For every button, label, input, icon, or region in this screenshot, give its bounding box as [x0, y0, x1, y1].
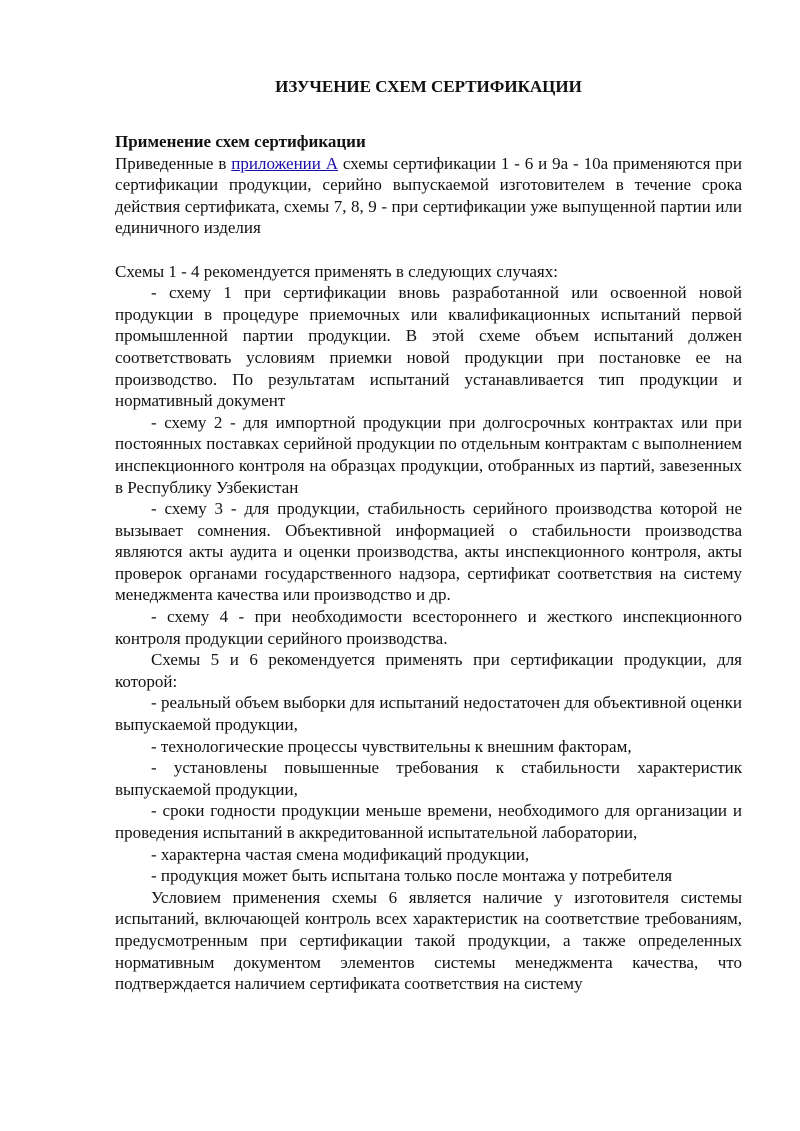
intro-text-end: схемы сертификации 1 - 6 и 9а - 10а применяются при сертификации продукции, серийно выпускаемой изготовителем в течение срока действия сертификата, схемы 7, 8, 9 - при сертификации уже выпущенной партии или единичного изделия — [115, 153, 742, 238]
paragraph-scheme-3: - схему 3 - для продукции, стабильность серийного производства которой не вызывает сомнения. Объективной информацией о стабильности производства являются акты аудита и оценки производства, акты инспекционного контроля, акты проверок органами государственного надзора, сертификат соответствия на систему менеджмента качества или производство и др. — [115, 499, 742, 605]
intro-text-start: Приведенные в — [115, 153, 232, 173]
paragraph-schemes-1-4: Схемы 1 - 4 рекомендуется применять в следующих случаях: — [115, 261, 558, 281]
list-item-stability-requirements: - установлены повышенные требования к стабильности характеристик выпускаемой продукции, — [115, 758, 742, 799]
paragraph-scheme-1: - схему 1 при сертификации вновь разработанной или освоенной новой продукции в процедуре приемочных или квалификационных испытаний первой промышленной партии продукции. В этой схеме объем испытаний должен соответствовать условиям приемки новой продукции при постановке ее на производство. По результатам испытаний устанавливается тип продукции и нормативный документ — [115, 283, 742, 411]
paragraph-scheme-6-condition: Условием применения схемы 6 является наличие у изготовителя системы испытаний, включающей контроль всех характеристик на соответствие требованиям, предусмотренным при сертификации такой продукции, а также определенных нормативным документом элементов системы менеджмента качества, что подтверждается наличием сертификата соответствия на систему — [115, 887, 742, 994]
paragraph-scheme-2: - схему 2 - для импортной продукции при долгосрочных контрактах или при постоянных поставках серийной продукции по отдельным контрактам с выполнением инспекционного контроля на образцах продукции, отобранных из партий, завезенных в Республику Узбекистан — [115, 412, 742, 497]
blank-line — [115, 239, 742, 261]
intro-paragraph — [115, 153, 742, 239]
list-item-sample-size: - реальный объем выборки для испытаний недостаточен для объективной оценки выпускаемой продукции, — [115, 693, 742, 735]
list-item-tech-processes: - технологические процессы чувствительны к внешним факторам, — [151, 736, 632, 756]
list-item-installation: - продукция может быть испытана только после монтажа у потребителя — [151, 866, 673, 886]
paragraph-scheme-4: - схему 4 - при необходимости всестороннего и жесткого инспекционного контроля продукции серийного производства. — [115, 607, 742, 648]
section-heading: Применение схем сертификации — [115, 132, 366, 151]
appendix-a-link[interactable]: приложении А — [231, 153, 339, 173]
list-item-shelf-life: - сроки годности продукции меньше времени, необходимого для организации и проведения испытаний в аккредитованной испытательной лаборатории, — [115, 801, 742, 842]
paragraph-schemes-5-6: Схемы 5 и 6 рекомендуется применять при сертификации продукции, для которой: — [115, 650, 742, 691]
list-item-modifications: - характерна частая смена модификаций продукции, — [151, 844, 530, 864]
page-title: ИЗУЧЕНИЕ СХЕМ СЕРТИФИКАЦИИ — [275, 77, 582, 96]
